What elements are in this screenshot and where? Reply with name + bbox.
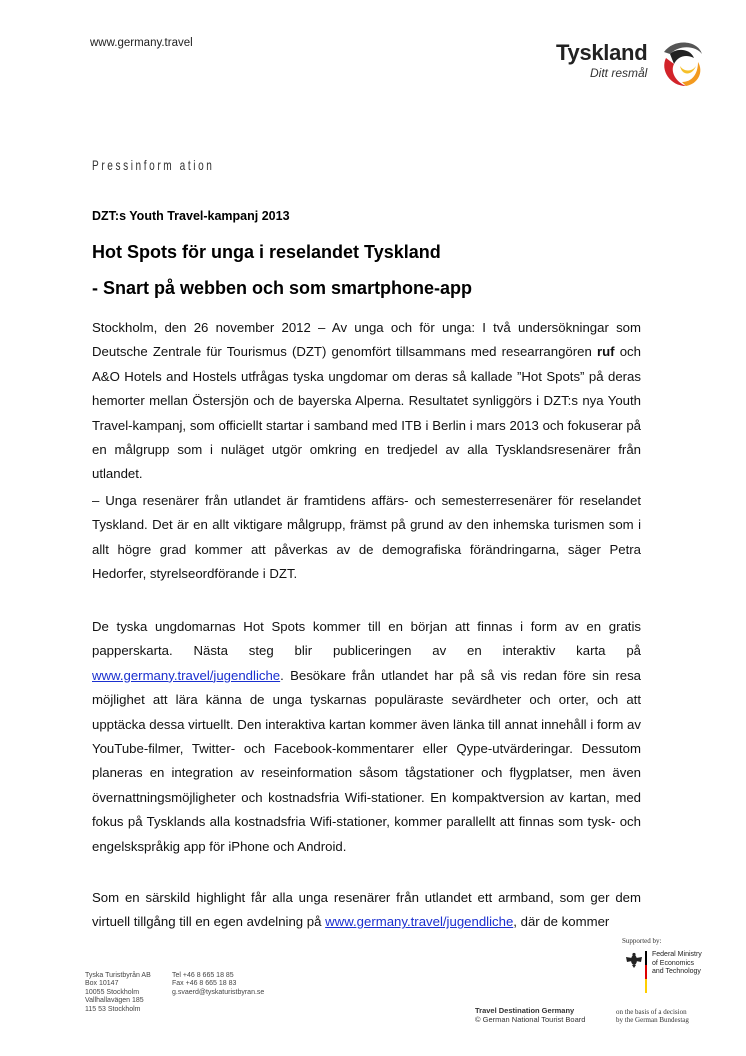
address-line: Box 10147	[85, 980, 119, 988]
address-line: 10055 Stockholm	[85, 988, 140, 996]
section-label: Pressinform ation	[92, 157, 215, 173]
paragraph-3-text-a: De tyska ungdomarnas Hot Spots kommer till en början att finnas i form av en gratis papperskarta. Nästa steg blir publiceringen av en interaktiv karta på	[92, 619, 641, 659]
supported-by-label: Supported by:	[622, 937, 662, 945]
paragraph-4-text-a: Som en särskild highlight får alla unga resenärer från utlandet ett armband, som ger dem virtuell tillgång till en egen avdelning på	[92, 890, 641, 930]
ministry-line-1: Federal Ministry	[652, 951, 702, 958]
headline-line-1: Hot Spots för unga i reselandet Tyskland	[92, 242, 441, 262]
basis-line-1: on the basis of a decision	[616, 1008, 687, 1016]
tdg-title: Travel Destination Germany	[475, 1006, 575, 1015]
headline-line-2: - Snart på webben och som smartphone-app	[92, 278, 473, 298]
address-line: 115 53 Stockholm	[85, 1005, 141, 1013]
ministry-label	[652, 951, 702, 977]
federal-eagle-icon	[625, 951, 643, 969]
basis-line-2: by the German Bundestag	[616, 1016, 689, 1025]
jugendliche-link-2[interactable]: www.germany.travel/jugendliche	[325, 914, 514, 930]
jugendliche-link[interactable]: www.germany.travel/jugendliche	[92, 667, 281, 683]
travel-destination-germany	[475, 1007, 585, 1024]
footer-contact	[172, 972, 264, 997]
footer-address	[85, 972, 151, 1014]
german-flag-bar-icon	[645, 951, 647, 993]
paragraph-1-text-b: och A&O Hotels and Hostels utfrågas tyska ungdomar om deras så kallade ”Hot Spots” på deras hemorter mellan Östersjön och de bayerska Alperna. Resultatet synliggörs i DZT:s nya Youth Travel-kampanj, som officiellt startar i samband med ITB i Berlin i mars 2013 och fokuserar på en målgrupp som i nuläget utgör omkring en tredjedel av alla Tysklandsresenärer från utlandet.	[92, 344, 641, 482]
paragraph-3-text-b: . Besökare från utlandet har på så vis redan före sin resa möjlighet att lära känna de unga tyskarnas populäraste sevärdheter och orter, och att upptäcka dessa virtuellt. Den interaktiva kartan kommer även länka till annat innehåll i form av YouTube-filmer, Twitter- och Facebook-kommentarer eller Qype-utvärderingar. Dessutom planeras en integration av reseinformation såsom tågstationer och flygplatser, men även övernattningsmöjligheter och kostnadsfria Wifi-stationer. En kompaktversion av kartan, med fokus på Tysklands alla kostnadsfria Wifi-stationer, kommer parallellt att finnas som tysk- och engelskspråkig app för iPhone och Android.	[92, 667, 641, 854]
logo-title: Tyskland	[556, 40, 648, 65]
paragraph-2-text: – Unga resenärer från utlandet är framtidens affärs- och semesterresenärer för reselandet Tyskland. Det är en allt viktigare målgrupp, främst på grund av den inhemska turismen som i allt högre grad kommer att påverkas av de demografiska förändringarna, säger Petra Hedorfer, styrelseordförande i DZT.	[92, 493, 641, 582]
address-line: Vallhallavägen 185	[85, 997, 144, 1005]
ministry-line-3: and Technology	[652, 968, 701, 975]
paragraph-2	[92, 489, 641, 587]
contact-email[interactable]: g.svaerd@tyskaturistbyran.se	[172, 988, 265, 996]
contact-phone: Tel +46 8 665 18 85	[172, 972, 234, 979]
website-url[interactable]: www.germany.travel	[90, 37, 193, 49]
logo-subtitle: Ditt resmål	[590, 66, 648, 80]
paragraph-4	[92, 886, 641, 935]
tdg-subtitle: © German National Tourist Board	[475, 1014, 586, 1024]
ministry-line-2: of Economics	[652, 959, 695, 967]
paragraph-1-bold: ruf	[596, 344, 615, 360]
paragraph-1-text-a: Stockholm, den 26 november 2012 – Av unga och för unga: I två undersökningar som Deutsche Zentrale für Tourismus (DZT) genomfört tillsammans med researrangören	[92, 320, 641, 360]
address-line: Tyska Turistbyrån AB	[85, 972, 151, 979]
contact-fax: Fax +46 8 665 18 83	[172, 980, 237, 988]
paragraph-3	[92, 615, 641, 859]
bundestag-basis	[616, 1008, 689, 1024]
paragraph-4-text-b: , där de kommer	[513, 914, 610, 930]
kicker: DZT:s Youth Travel-kampanj 2013	[92, 209, 290, 223]
paragraph-1	[92, 316, 641, 487]
germany-swoosh-logo-icon	[656, 36, 706, 90]
